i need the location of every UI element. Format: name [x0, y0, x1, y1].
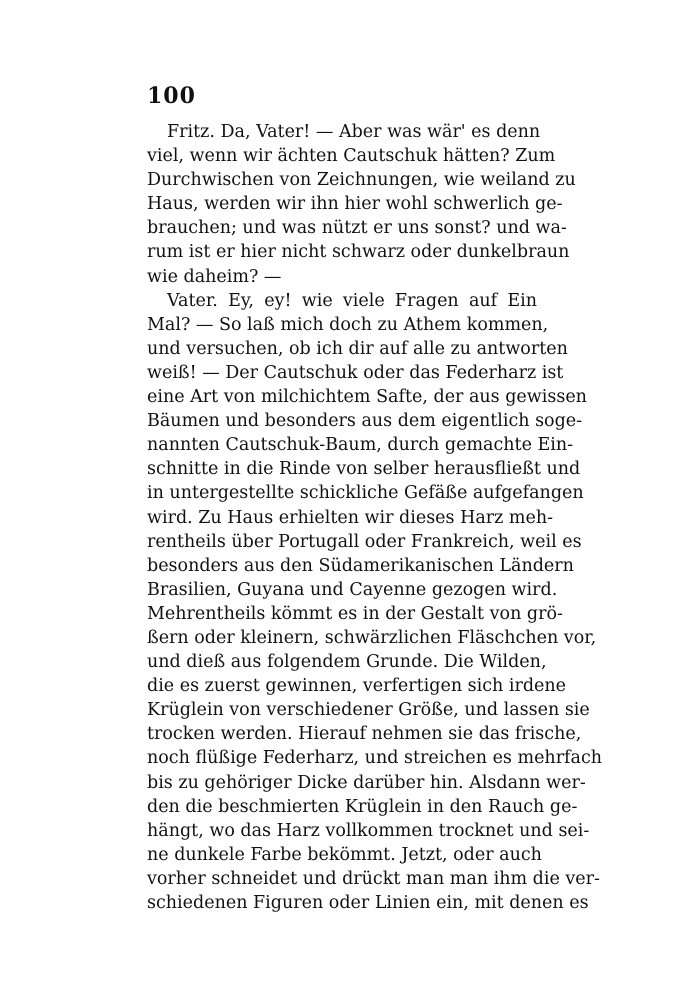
text-line: noch flüßige Federharz, und streichen es mehrfach — [147, 748, 603, 769]
text-line: und dieß aus folgendem Grunde. Die Wilden, — [147, 652, 547, 673]
text-line: Haus, werden wir ihn hier wohl schwerlich ge- — [147, 194, 563, 215]
text-line: in untergestellte schickliche Gefäße aufgefangen — [147, 483, 584, 504]
text-line: nannten Cautschuk-Baum, durch gemachte Ein- — [147, 435, 574, 456]
text-line: Mal? — So laß mich doch zu Athem kommen, — [147, 314, 549, 335]
text-line: rentheils über Portugall oder Frankreich, weil es — [147, 531, 582, 552]
text-line: viel, wenn wir ächten Cautschuk hätten? Zum — [147, 146, 556, 167]
text-line: Vater. Ey, ey! wie viele Fragen auf Ein — [167, 290, 537, 311]
text-line: brauchen; und was nützt er uns sonst? und wa- — [147, 218, 567, 239]
text-line: wie daheim? — — [147, 266, 282, 287]
text-line: trocken werden. Hierauf nehmen sie das frische, — [147, 724, 582, 745]
text-line: besonders aus den Südamerikanischen Ländern — [147, 555, 574, 576]
text-line: ne dunkele Farbe bekömmt. Jetzt, oder auch — [147, 844, 542, 865]
text-line: rum ist er hier nicht schwarz oder dunkelbraun — [147, 242, 570, 263]
text-line: bis zu gehöriger Dicke darüber hin. Alsdann wer- — [147, 772, 586, 793]
text-line: Bäumen und besonders aus dem eigentlich soge- — [147, 411, 583, 432]
text-line: vorher schneidet und drückt man man ihm die ver- — [147, 868, 600, 889]
text-line: ßern oder kleinern, schwärzlichen Fläschchen vor, — [147, 627, 597, 648]
text-line: und versuchen, ob ich dir auf alle zu antworten — [147, 338, 568, 359]
body-text — [147, 120, 603, 915]
text-line: die es zuerst gewinnen, verfertigen sich irdene — [147, 676, 567, 697]
text-line: Durchwischen von Zeichnungen, wie weiland zu — [147, 170, 576, 191]
text-line: schiedenen Figuren oder Linien ein, mit denen es — [147, 893, 589, 913]
text-line: schnitte in die Rinde von selber herausfließt und — [147, 459, 581, 480]
text-line: wird. Zu Haus erhielten wir dieses Harz meh- — [147, 507, 554, 528]
text-line: eine Art von milchichtem Safte, der aus gewissen — [147, 387, 587, 408]
text-line: Krüglein von verschiedener Größe, und lassen sie — [147, 700, 590, 721]
text-line: Mehrentheils kömmt es in der Gestalt von grö- — [147, 603, 563, 624]
page-number: 100 — [147, 83, 196, 109]
text-line: den die beschmierten Krüglein in den Rauch ge- — [147, 796, 578, 817]
text-line: hängt, wo das Harz vollkommen trocknet und sei- — [147, 820, 590, 841]
text-line: Fritz. Da, Vater! — Aber was wär' es denn — [167, 122, 541, 142]
text-line: weiß! — Der Cautschuk oder das Federharz ist — [147, 362, 564, 383]
text-line: Brasilien, Guyana und Cayenne gezogen wird. — [147, 579, 558, 600]
